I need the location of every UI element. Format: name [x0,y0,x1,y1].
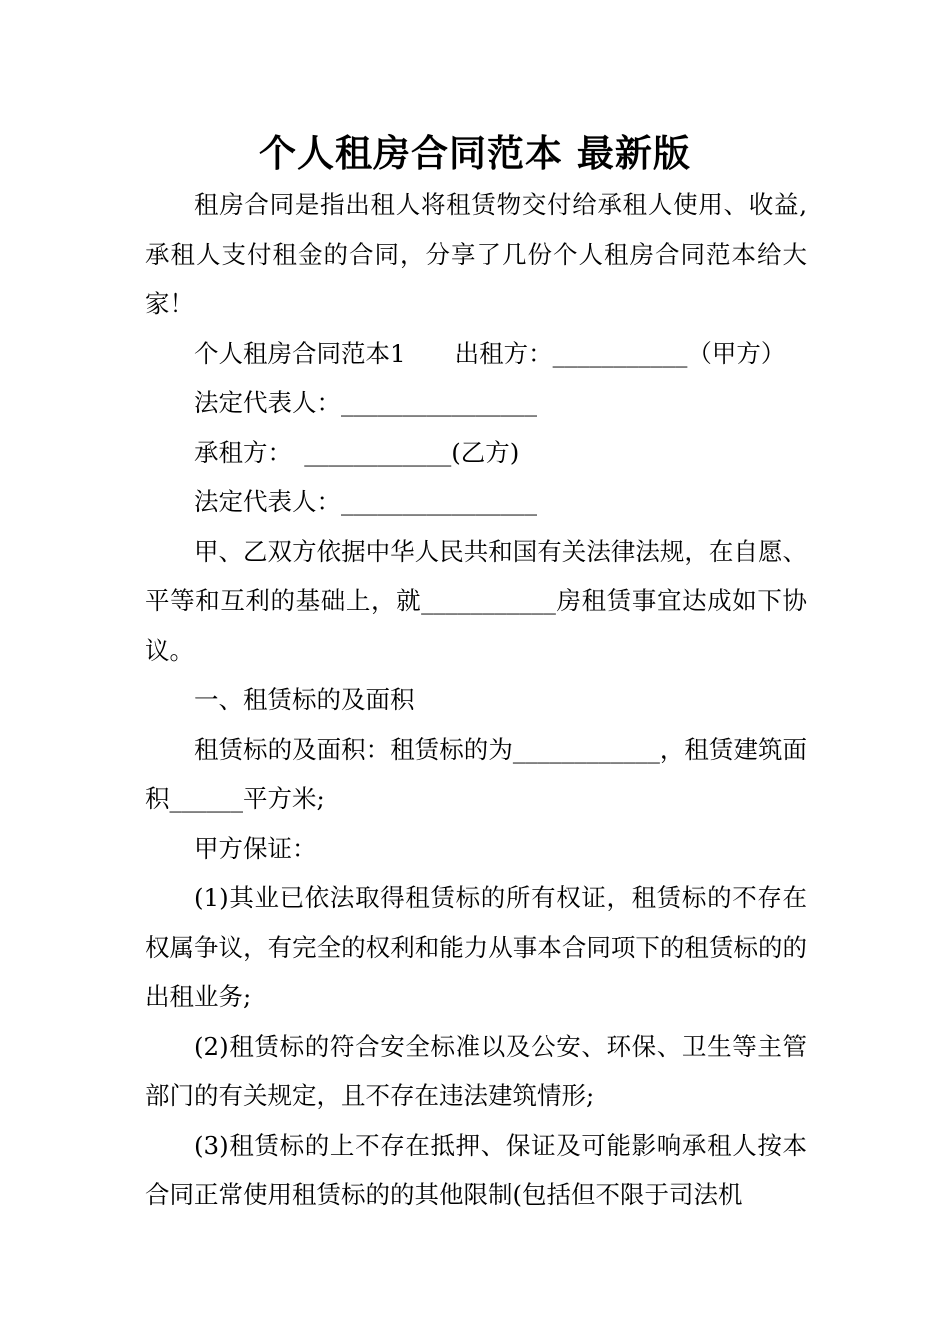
party-a-guarantee-heading: 甲方保证： [194,833,317,863]
lease-object-paragraph: 租赁标的及面积：租赁标的为____________，租赁建筑面积______平方米; [145,734,807,813]
document-body [145,180,807,1220]
guarantee-item-1: (1)其业已依法取得租赁标的所有权证，租赁标的不存在权属争议，有完全的权利和能力从事本合同项下的租赁标的的出租业务; [145,883,807,1011]
guarantee-item-2: (2)租赁标的符合安全标准以及公安、环保、卫生等主管部门的有关规定，且不存在违法建筑情形; [145,1031,807,1110]
guarantee-item-3: (3)租赁标的上不存在抵押、保证及可能影响承租人按本合同正常使用租赁标的的其他限制(包括但不限于司法机 [145,1130,807,1209]
lessee-representative-line: 法定代表人：________________ [194,487,537,516]
lessor-line: 个人租房合同范本1 出租方：___________（甲方） [194,338,786,368]
lessee-line: 承租方： ____________(乙方) [194,437,520,467]
section-heading: 一、租赁标的及面积 [194,685,415,714]
agreement-paragraph: 甲、乙双方依据中华人民共和国有关法律法规，在自愿、平等和互利的基础上，就___________房租赁事宜达成如下协议。 [145,536,807,665]
document-title: 个人租房合同范本 最新版 [259,131,691,175]
lessor-representative-line: 法定代表人：________________ [194,388,537,417]
intro-paragraph: 租房合同是指出租人将租赁物交付给承租人使用、收益,承租人支付租金的合同，分享了几份个人租房合同范本给大家！ [145,190,807,318]
